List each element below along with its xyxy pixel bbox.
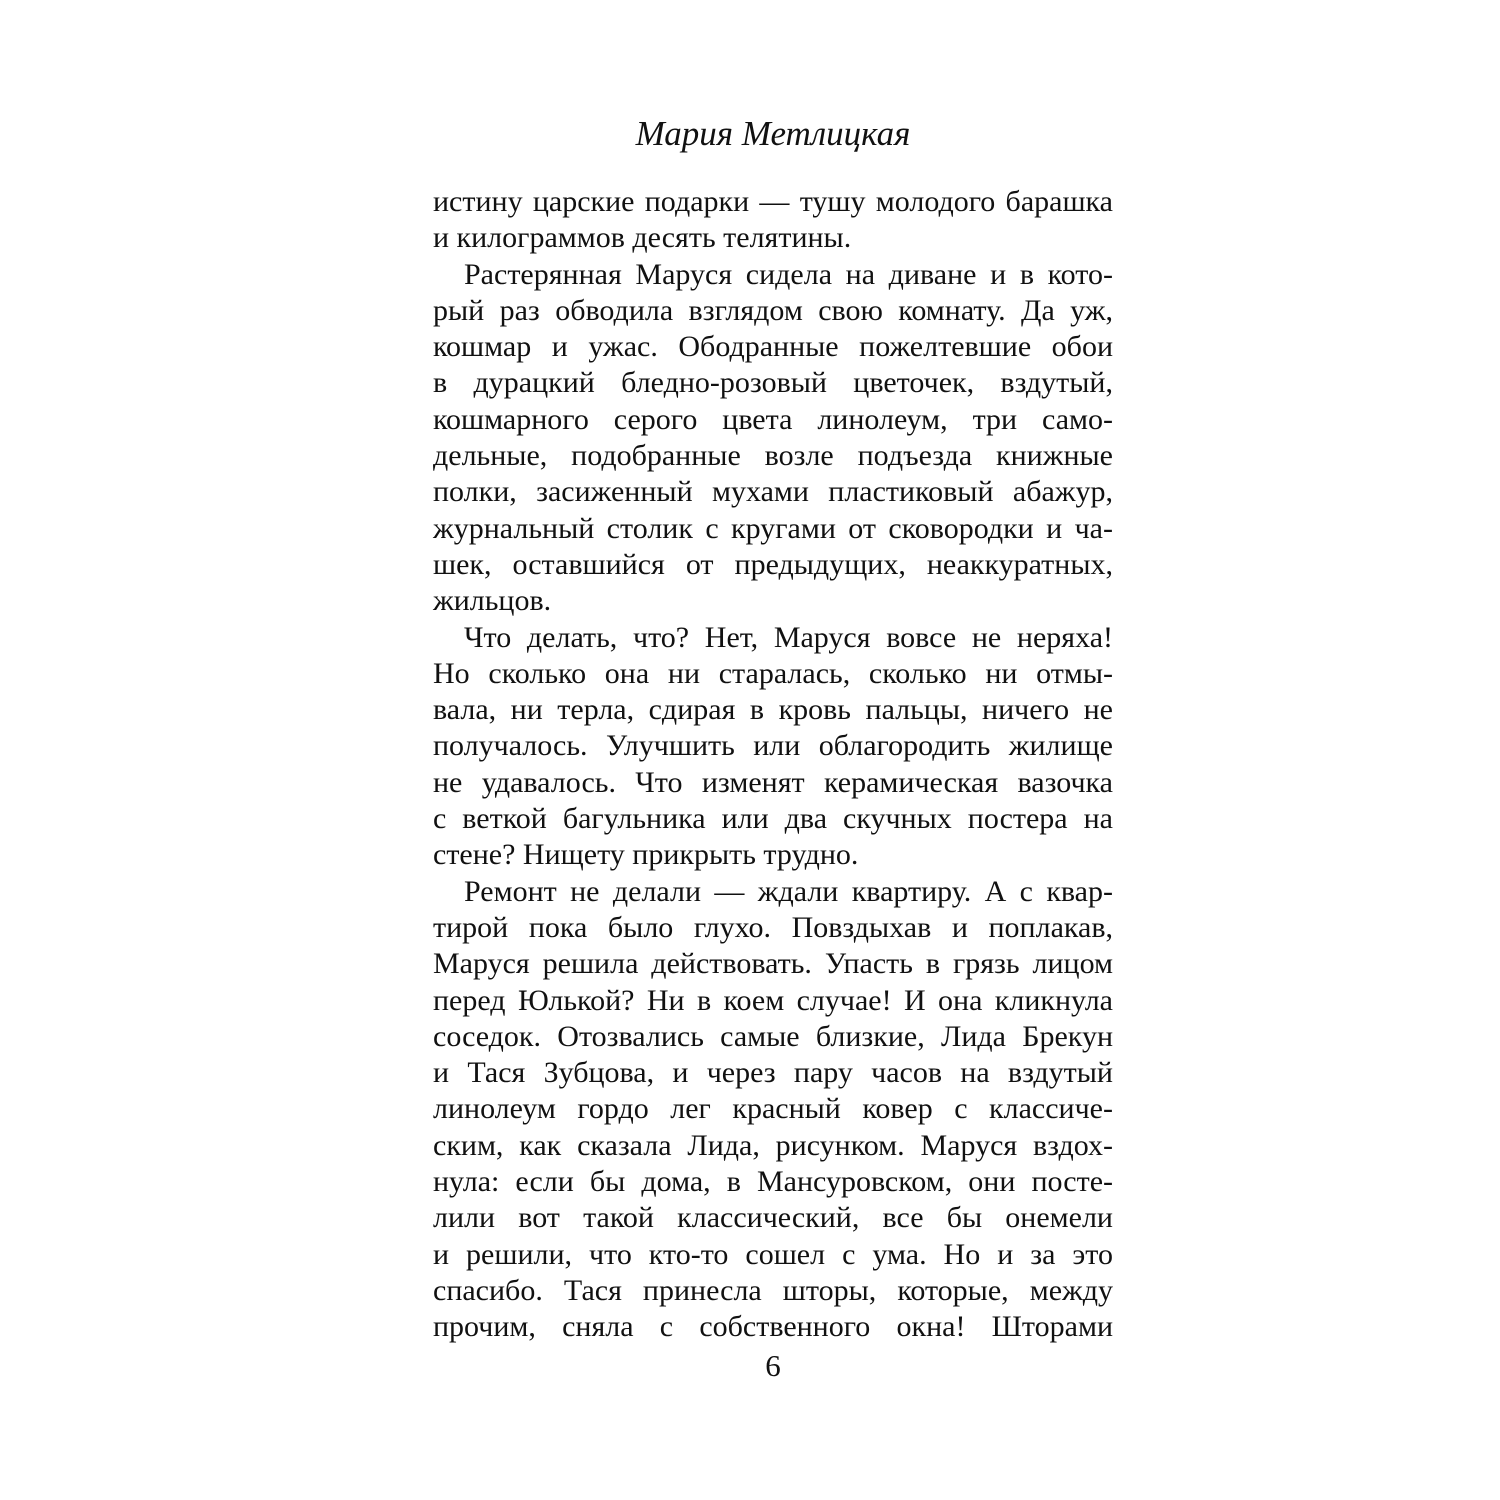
text-line: шек, оставшийся от предыдущих, неаккуратных, xyxy=(433,547,1113,581)
text-line: полки, засиженный мухами пластиковый абажур, xyxy=(433,475,1113,509)
text-line: и килограммов десять телятины. xyxy=(433,221,852,255)
text-line: рый раз обводила взглядом свою комнату. Да уж, xyxy=(433,293,1113,327)
text-line: не удавалось. Что изменят керамическая вазочка xyxy=(433,765,1113,799)
text-line: жильцов. xyxy=(433,584,552,618)
text-line: и Тася Зубцова, и через пару часов на вздутый xyxy=(433,1056,1113,1090)
text-line: линолеум гордо лег красный ковер с классиче- xyxy=(433,1092,1113,1126)
text-line: дельные, подобранные возле подъезда книжные xyxy=(433,439,1113,473)
text-line: перед Юлькой? Ни в коем случае! И она кликнула xyxy=(433,983,1113,1017)
text-line: кошмарного серого цвета линолеум, три само- xyxy=(433,402,1113,436)
text-line: и решили, что кто-то сошел с ума. Но и за это xyxy=(433,1237,1113,1271)
text-line: нула: если бы дома, в Мансуровском, они посте- xyxy=(433,1165,1113,1199)
running-head-author: Мария Метлицкая xyxy=(635,114,911,153)
text-line: Маруся решила действовать. Упасть в грязь лицом xyxy=(433,947,1113,981)
text-line: ским, как сказала Лида, рисунком. Маруся вздох- xyxy=(433,1128,1113,1162)
page-number: 6 xyxy=(765,1348,781,1383)
text-line: тирой пока было глухо. Повздыхав и поплакав, xyxy=(433,910,1113,944)
text-line: лили вот такой классический, все бы онемели xyxy=(433,1201,1113,1235)
text-line: истину царские подарки — тушу молодого барашка xyxy=(433,185,1113,218)
text-line: Что делать, что? Нет, Маруся вовсе не неряха! xyxy=(464,620,1113,654)
text-line: соседок. Отозвались самые близкие, Лида Брекун xyxy=(433,1019,1113,1053)
text-line: прочим, сняла с собственного окна! Шторами xyxy=(433,1310,1113,1344)
text-line: вала, ни терла, сдирая в кровь пальцы, ничего не xyxy=(433,693,1113,727)
text-line: журнальный столик с кругами от сковородки и ча- xyxy=(433,511,1113,545)
text-line: получалось. Улучшить или облагородить жилище xyxy=(433,729,1113,763)
text-line: Но сколько она ни старалась, сколько ни отмы- xyxy=(433,656,1113,690)
text-line: в дурацкий бледно-розовый цветочек, вздутый, xyxy=(433,366,1113,400)
page-body-text xyxy=(433,184,1113,1346)
text-line: спасибо. Тася принесла шторы, которые, между xyxy=(433,1273,1113,1307)
text-line: кошмар и ужас. Ободранные пожелтевшие обои xyxy=(433,330,1113,364)
text-line: Ремонт не делали — ждали квартиру. А с квар- xyxy=(464,874,1113,908)
text-line: с веткой багульника или два скучных постера на xyxy=(433,802,1113,836)
text-line: стене? Нищету прикрыть трудно. xyxy=(433,838,859,872)
text-line: Растерянная Маруся сидела на диване и в кото- xyxy=(464,257,1113,291)
